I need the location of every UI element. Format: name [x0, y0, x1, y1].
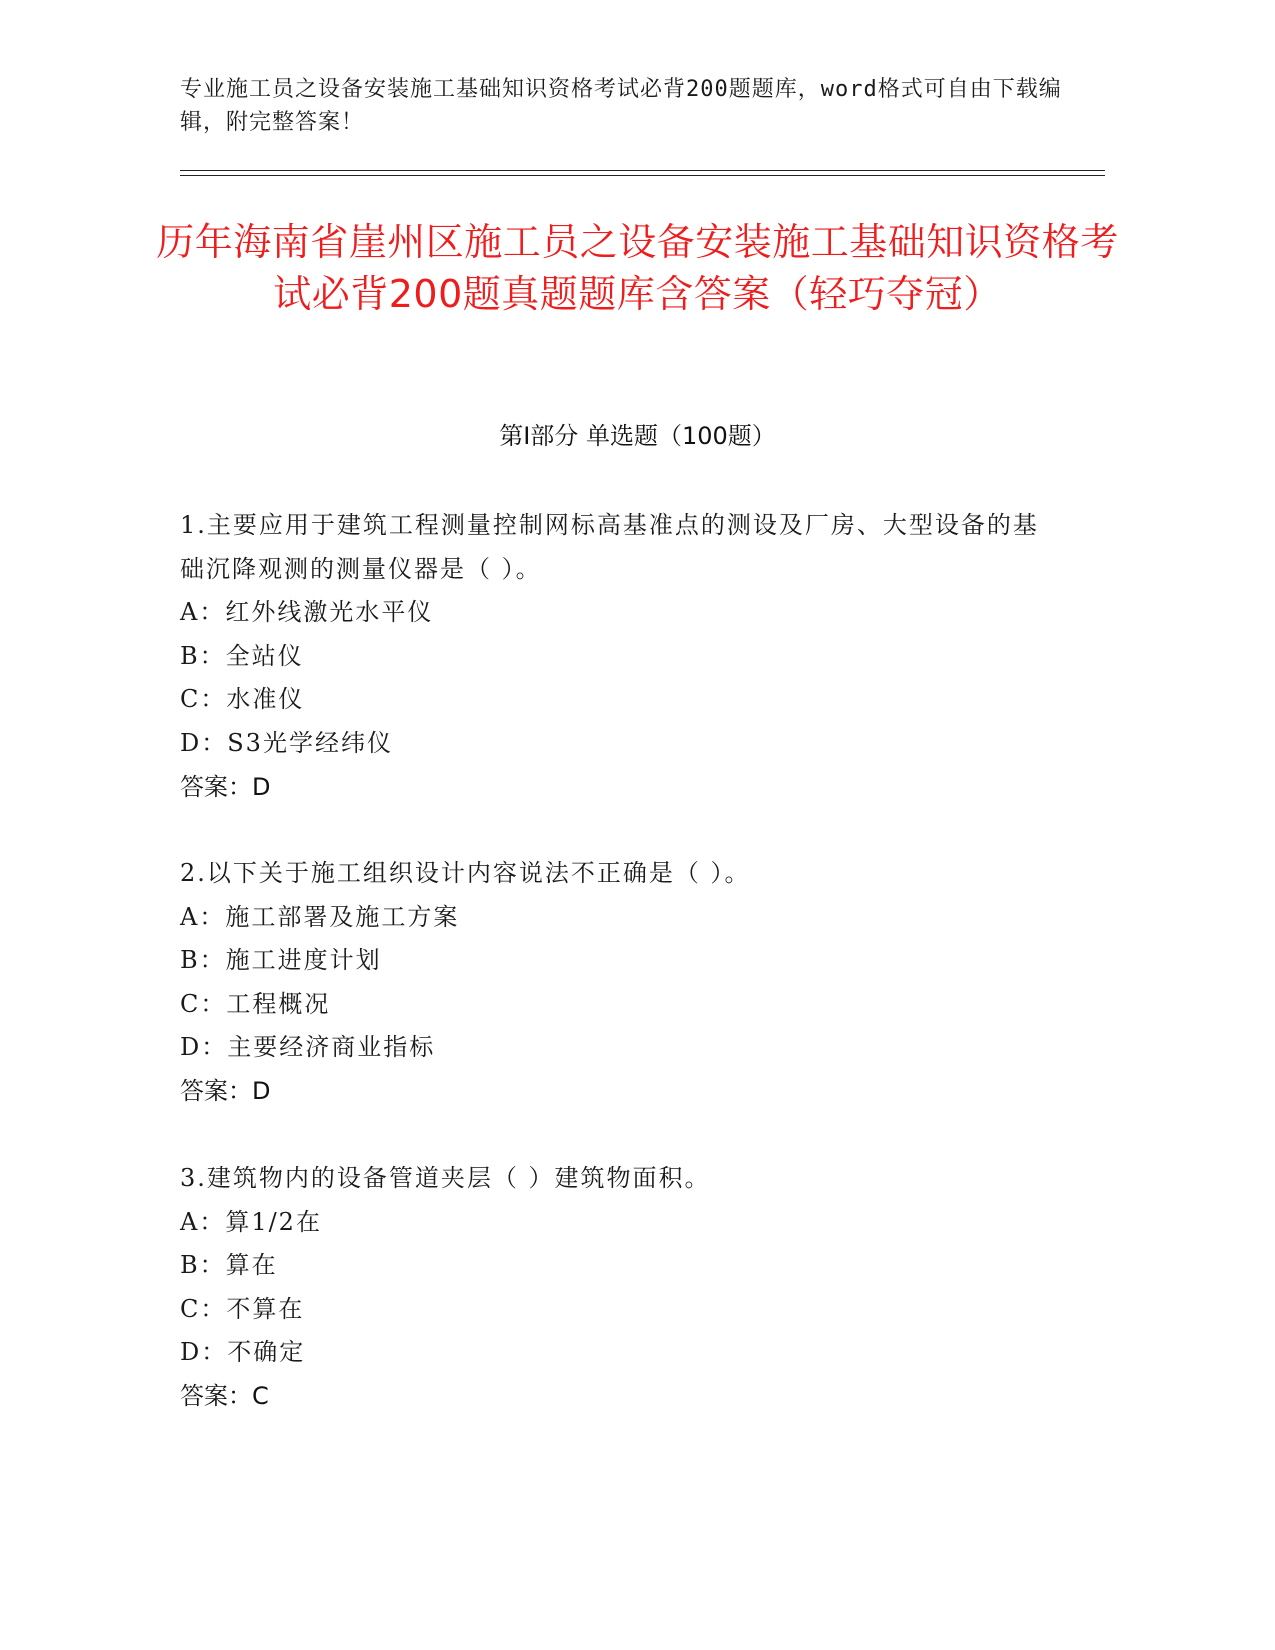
question-block-1 — [180, 504, 1040, 809]
option-c: C：不算在 — [180, 1294, 305, 1323]
question-block-3 — [180, 1157, 1040, 1419]
option-c: C：工程概况 — [180, 989, 331, 1018]
option-d: D：主要经济商业指标 — [180, 1033, 436, 1062]
option-d: D：S3光学经纬仪 — [180, 728, 393, 757]
document-title: 历年海南省崖州区施工员之设备安装施工基础知识资格考试必背200题真题题库含答案（轻巧夺冠） — [156, 220, 1119, 316]
answer-line: 答案：D — [180, 1076, 271, 1105]
option-d: D：不确定 — [180, 1338, 306, 1367]
question-text: 1.主要应用于建筑工程测量控制网标高基准点的测设及厂房、大型设备的基础沉降观测的测量仪器是（ ）。 — [180, 511, 1039, 583]
option-a: A：红外线激光水平仪 — [180, 598, 434, 627]
question-block-2 — [180, 852, 1040, 1114]
header-rule-top — [180, 170, 1105, 171]
header-rule-bottom — [180, 175, 1105, 176]
option-a: A：施工部署及施工方案 — [180, 902, 460, 931]
option-a: A：算1/2在 — [180, 1207, 322, 1236]
answer-line: 答案：C — [180, 1381, 269, 1410]
header-note: 专业施工员之设备安装施工基础知识资格考试必背200题题库，word格式可自由下载编辑，附完整答案！ — [180, 77, 1062, 135]
option-c: C：水准仪 — [180, 685, 305, 714]
question-text: 2.以下关于施工组织设计内容说法不正确是（ ）。 — [180, 859, 751, 887]
option-b: B：全站仪 — [180, 641, 304, 670]
option-b: B：施工进度计划 — [180, 946, 382, 975]
option-b: B：算在 — [180, 1251, 278, 1280]
section-title: 第Ⅰ部分 单选题（100题） — [499, 422, 776, 450]
answer-line: 答案：D — [180, 772, 271, 801]
question-text: 3.建筑物内的设备管道夹层（ ）建筑物面积。 — [180, 1164, 711, 1192]
